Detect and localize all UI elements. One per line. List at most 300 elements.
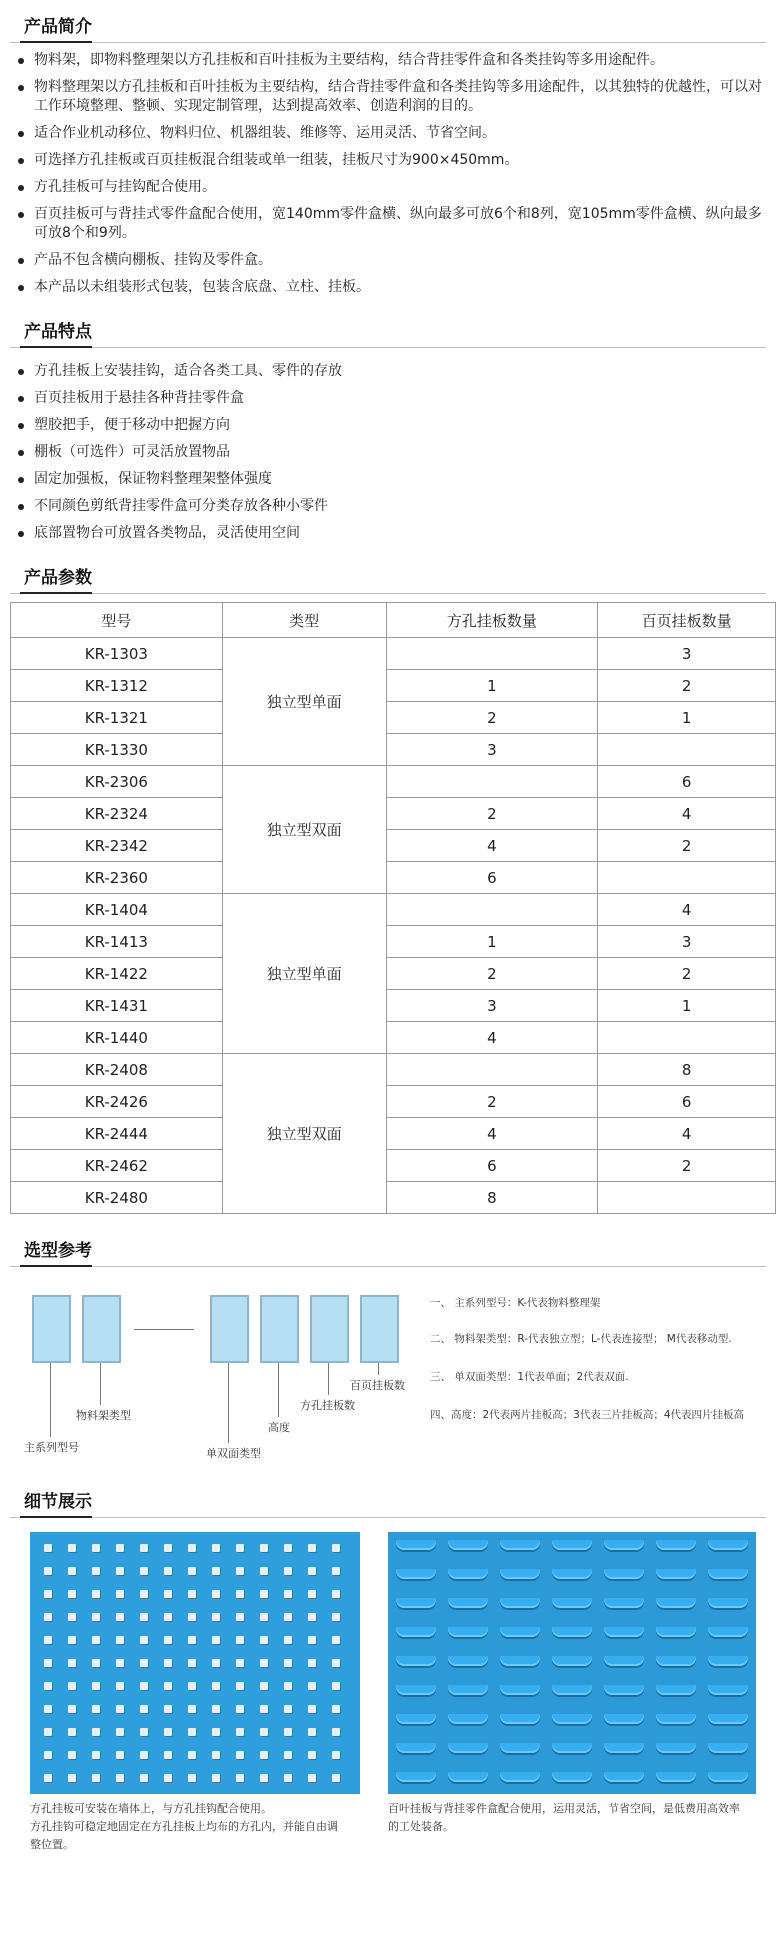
label-square-count: 方孔挂板数	[300, 1399, 355, 1412]
params-table	[10, 602, 776, 1214]
square-hole	[284, 1567, 292, 1575]
square-hole	[140, 1682, 148, 1690]
leader-louver	[378, 1363, 379, 1375]
louver-slot	[396, 1540, 436, 1550]
square-hole	[116, 1636, 124, 1644]
model-cell: KR-1330	[11, 734, 223, 766]
louver-slot	[448, 1714, 488, 1724]
square-hole	[332, 1728, 340, 1736]
square-hole	[140, 1774, 148, 1782]
model-cell: KR-1404	[11, 894, 223, 926]
model-cell: KR-2426	[11, 1086, 223, 1118]
louver-slot	[396, 1598, 436, 1608]
square-count-cell: 6	[386, 1150, 598, 1182]
model-cell: KR-2324	[11, 798, 223, 830]
louver-count-cell: 6	[598, 766, 776, 798]
louver-count-cell: 1	[598, 990, 776, 1022]
detail-section	[10, 1526, 766, 1856]
square-hole	[140, 1636, 148, 1644]
series-box-3	[210, 1295, 249, 1363]
louver-slot	[448, 1569, 488, 1579]
louver-count-cell: 1	[598, 702, 776, 734]
louver-slot	[656, 1598, 696, 1608]
square-hole	[260, 1659, 268, 1667]
louver-slot	[396, 1569, 436, 1579]
square-hole	[332, 1705, 340, 1713]
square-hole	[332, 1774, 340, 1782]
square-hole	[212, 1659, 220, 1667]
dash-line	[134, 1329, 194, 1330]
louver-slot	[656, 1569, 696, 1579]
square-hole	[44, 1751, 52, 1759]
louver-count-cell: 8	[598, 1054, 776, 1086]
louver-slot	[448, 1540, 488, 1550]
square-hole	[92, 1590, 100, 1598]
table-row	[11, 894, 776, 926]
square-hole	[284, 1728, 292, 1736]
louver-slot	[708, 1627, 748, 1637]
series-box-6	[360, 1295, 399, 1363]
model-cell: KR-1312	[11, 670, 223, 702]
square-hole	[332, 1544, 340, 1552]
square-hole	[164, 1751, 172, 1759]
square-hole	[188, 1682, 196, 1690]
square-count-cell: 3	[386, 990, 598, 1022]
model-cell: KR-1422	[11, 958, 223, 990]
intro-bullet: 物料整理架以方孔挂板和百叶挂板为主要结构，结合背挂零件盒和各类挂钩等多用途配件，以其独特的优越性，可以对工作环境整理、整顿、实现定制管理，达到提高效率、创造利润的目的。	[10, 78, 766, 116]
square-hole	[116, 1590, 124, 1598]
square-hole	[212, 1590, 220, 1598]
louver-slot	[604, 1598, 644, 1608]
params-title: 产品参数	[24, 568, 92, 588]
square-hole	[188, 1751, 196, 1759]
louver-slot	[656, 1656, 696, 1666]
square-hole	[260, 1728, 268, 1736]
square-hole	[140, 1705, 148, 1713]
label-height: 高度	[268, 1421, 290, 1434]
square-count-cell: 2	[386, 1086, 598, 1118]
louver-count-cell	[598, 734, 776, 766]
square-hole	[308, 1590, 316, 1598]
square-hole	[188, 1659, 196, 1667]
louver-slot	[500, 1685, 540, 1695]
square-hole	[308, 1682, 316, 1690]
square-count-cell: 6	[386, 862, 598, 894]
note-3: 三、 单双面类型：1代表单面；2代表双面.	[430, 1371, 629, 1383]
square-hole	[92, 1544, 100, 1552]
square-hole	[284, 1590, 292, 1598]
table-row	[11, 702, 776, 734]
table-row	[11, 958, 776, 990]
louver-slot	[500, 1772, 540, 1782]
square-count-cell: 1	[386, 670, 598, 702]
square-hole	[332, 1613, 340, 1621]
louver-count-cell: 2	[598, 958, 776, 990]
model-cell: KR-1413	[11, 926, 223, 958]
louver-slot	[500, 1569, 540, 1579]
louver-slot	[708, 1569, 748, 1579]
square-hole	[116, 1567, 124, 1575]
square-hole	[68, 1636, 76, 1644]
louver-slot	[656, 1685, 696, 1695]
caption-right-line2: 的工处装备。	[388, 1820, 454, 1833]
louver-slot	[604, 1569, 644, 1579]
square-count-cell	[386, 638, 598, 670]
square-hole	[140, 1567, 148, 1575]
square-hole	[260, 1774, 268, 1782]
louver-count-cell: 3	[598, 926, 776, 958]
features-list	[10, 362, 766, 543]
caption-right	[388, 1800, 740, 1836]
square-hole	[332, 1751, 340, 1759]
louver-slot	[604, 1714, 644, 1724]
square-hole	[140, 1613, 148, 1621]
leader-height	[278, 1363, 279, 1417]
louver-slot	[500, 1743, 540, 1753]
square-hole	[260, 1613, 268, 1621]
table-row	[11, 1022, 776, 1054]
square-hole	[284, 1774, 292, 1782]
square-hole	[212, 1567, 220, 1575]
square-hole	[164, 1567, 172, 1575]
square-hole	[140, 1728, 148, 1736]
louver-slot	[552, 1598, 592, 1608]
table-header-cell: 方孔挂板数量	[386, 603, 598, 638]
square-hole	[236, 1613, 244, 1621]
square-hole	[44, 1590, 52, 1598]
louver-slot	[396, 1627, 436, 1637]
table-row	[11, 862, 776, 894]
louver-slot	[552, 1569, 592, 1579]
table-row	[11, 638, 776, 670]
square-hole	[284, 1751, 292, 1759]
square-hole	[44, 1544, 52, 1552]
type-cell: 独立型单面	[222, 638, 386, 766]
square-hole	[92, 1751, 100, 1759]
louver-slot	[396, 1685, 436, 1695]
series-box-2	[82, 1295, 121, 1363]
louver-slot	[604, 1772, 644, 1782]
leader-type	[100, 1363, 101, 1405]
square-hole	[236, 1590, 244, 1598]
intro-list	[10, 51, 766, 297]
square-hole	[44, 1705, 52, 1713]
square-hole	[44, 1728, 52, 1736]
square-hole	[68, 1544, 76, 1552]
model-cell: KR-2360	[11, 862, 223, 894]
label-single-double: 单双面类型	[206, 1447, 261, 1460]
model-cell: KR-2408	[11, 1054, 223, 1086]
square-hole	[116, 1728, 124, 1736]
square-hole	[212, 1544, 220, 1552]
table-row	[11, 1150, 776, 1182]
table-row	[11, 990, 776, 1022]
square-hole	[68, 1728, 76, 1736]
square-hole	[164, 1774, 172, 1782]
louver-count-cell	[598, 1022, 776, 1054]
table-row	[11, 670, 776, 702]
square-hole	[284, 1705, 292, 1713]
caption-left	[30, 1800, 338, 1854]
louver-slot	[396, 1743, 436, 1753]
square-hole	[116, 1774, 124, 1782]
louver-slot	[396, 1656, 436, 1666]
square-count-cell: 3	[386, 734, 598, 766]
intro-section-title	[10, 0, 766, 43]
square-hole	[212, 1728, 220, 1736]
intro-bullet: 可选择方孔挂板或百页挂板混合组装或单一组装，挂板尺寸为900×450mm。	[10, 151, 766, 170]
square-hole	[236, 1636, 244, 1644]
square-hole	[188, 1590, 196, 1598]
louver-count-cell: 3	[598, 638, 776, 670]
square-count-cell: 2	[386, 958, 598, 990]
square-hole	[260, 1751, 268, 1759]
table-row	[11, 798, 776, 830]
detail-title: 细节展示	[24, 1492, 92, 1512]
square-hole	[212, 1613, 220, 1621]
square-count-cell	[386, 766, 598, 798]
note-1: 一、 主系列型号：K-代表物料整理架	[430, 1297, 601, 1309]
model-cell: KR-2480	[11, 1182, 223, 1214]
selection-section-title	[10, 1224, 766, 1267]
square-hole	[44, 1567, 52, 1575]
label-main-series: 主系列型号	[24, 1441, 79, 1454]
note-4: 四、高度：2代表两片挂板高；3代表三片挂板高；4代表四片挂板高	[430, 1409, 745, 1421]
intro-bullet: 物料架，即物料整理架以方孔挂板和百叶挂板为主要结构，结合背挂零件盒和各类挂钩等多用途配件。	[10, 51, 766, 70]
square-hole	[164, 1544, 172, 1552]
square-hole	[116, 1705, 124, 1713]
square-hole	[164, 1590, 172, 1598]
model-cell: KR-2444	[11, 1118, 223, 1150]
square-count-cell	[386, 1054, 598, 1086]
square-count-cell: 2	[386, 798, 598, 830]
square-hole	[92, 1682, 100, 1690]
square-hole	[68, 1567, 76, 1575]
square-hole	[308, 1567, 316, 1575]
square-hole	[284, 1659, 292, 1667]
table-header-row	[11, 603, 776, 638]
series-box-1	[32, 1295, 71, 1363]
intro-bullet: 产品不包含横向棚板、挂钩及零件盒。	[10, 251, 766, 270]
features-bullet: 百页挂板用于悬挂各种背挂零件盒	[10, 389, 766, 408]
features-bullet: 不同颜色剪纸背挂零件盒可分类存放各种小零件	[10, 497, 766, 516]
louver-slot	[656, 1540, 696, 1550]
square-hole	[308, 1659, 316, 1667]
louver-slot	[656, 1627, 696, 1637]
square-hole	[188, 1636, 196, 1644]
square-hole	[212, 1774, 220, 1782]
square-hole	[116, 1751, 124, 1759]
caption-left-line3: 整位置。	[30, 1838, 74, 1851]
square-hole	[116, 1613, 124, 1621]
square-hole	[284, 1613, 292, 1621]
square-hole	[68, 1774, 76, 1782]
square-hole	[164, 1728, 172, 1736]
square-hole	[140, 1659, 148, 1667]
square-hole	[236, 1682, 244, 1690]
square-hole	[44, 1774, 52, 1782]
louver-slot	[604, 1656, 644, 1666]
features-title: 产品特点	[24, 322, 92, 342]
square-count-cell	[386, 894, 598, 926]
table-row	[11, 734, 776, 766]
square-count-cell: 4	[386, 1022, 598, 1054]
louver-slot	[656, 1714, 696, 1724]
square-hole	[188, 1567, 196, 1575]
label-louver-count: 百页挂板数	[350, 1379, 405, 1392]
louver-slot	[604, 1627, 644, 1637]
square-hole	[92, 1774, 100, 1782]
leader-square	[328, 1363, 329, 1395]
louver-count-cell: 4	[598, 1118, 776, 1150]
square-hole	[68, 1613, 76, 1621]
series-box-4	[260, 1295, 299, 1363]
square-hole	[308, 1774, 316, 1782]
square-hole	[332, 1682, 340, 1690]
louver-slot	[552, 1627, 592, 1637]
square-count-cell: 2	[386, 702, 598, 734]
louver-slot	[500, 1714, 540, 1724]
square-hole-panel-image	[30, 1532, 360, 1794]
louver-slot	[448, 1627, 488, 1637]
features-bullet: 方孔挂板上安装挂钩，适合各类工具、零件的存放	[10, 362, 766, 381]
louver-slot	[448, 1685, 488, 1695]
square-hole	[68, 1751, 76, 1759]
square-hole	[284, 1544, 292, 1552]
square-count-cell: 4	[386, 1118, 598, 1150]
square-hole	[260, 1636, 268, 1644]
selection-title: 选型参考	[24, 1241, 92, 1261]
square-hole	[236, 1705, 244, 1713]
caption-left-line2: 方孔挂钩可稳定地固定在方孔挂板上均布的方孔内，并能自由调	[30, 1820, 338, 1833]
features-bullet: 棚板（可选件）可灵活放置物品	[10, 443, 766, 462]
square-hole	[188, 1613, 196, 1621]
square-hole	[44, 1659, 52, 1667]
louver-slot	[396, 1714, 436, 1724]
table-row	[11, 926, 776, 958]
square-hole	[92, 1705, 100, 1713]
louver-slot	[708, 1656, 748, 1666]
louver-slot	[656, 1743, 696, 1753]
square-hole	[44, 1682, 52, 1690]
table-row	[11, 1086, 776, 1118]
louver-count-cell	[598, 1182, 776, 1214]
louver-slot	[708, 1685, 748, 1695]
louver-slot	[552, 1772, 592, 1782]
square-hole	[140, 1544, 148, 1552]
square-count-cell: 1	[386, 926, 598, 958]
louver-slot	[604, 1743, 644, 1753]
intro-bullet: 本产品以未组装形式包装，包装含底盘、立柱、挂板。	[10, 278, 766, 297]
louver-slot	[500, 1656, 540, 1666]
model-cell: KR-1431	[11, 990, 223, 1022]
leader-main	[50, 1363, 51, 1437]
louver-slot	[448, 1743, 488, 1753]
square-hole	[212, 1705, 220, 1713]
square-hole	[308, 1544, 316, 1552]
square-hole	[308, 1728, 316, 1736]
louver-slot	[708, 1743, 748, 1753]
square-hole	[212, 1751, 220, 1759]
square-hole	[92, 1728, 100, 1736]
square-hole	[308, 1705, 316, 1713]
type-cell: 独立型双面	[222, 1054, 386, 1214]
square-hole	[164, 1659, 172, 1667]
features-section-title	[10, 305, 766, 348]
intro-bullet: 适合作业机动移位、物料归位、机器组装、维修等、运用灵活、节省空间。	[10, 124, 766, 143]
detail-section-title	[10, 1475, 766, 1518]
louver-slot	[708, 1714, 748, 1724]
table-header-cell: 型号	[11, 603, 223, 638]
note-2: 二、 物料架类型：R-代表独立型；L-代表连接型； M代表移动型.	[430, 1333, 732, 1345]
square-hole	[188, 1774, 196, 1782]
table-row	[11, 1054, 776, 1086]
square-hole	[140, 1751, 148, 1759]
square-hole	[116, 1659, 124, 1667]
louver-slot	[604, 1540, 644, 1550]
type-cell: 独立型单面	[222, 894, 386, 1054]
square-hole	[260, 1567, 268, 1575]
louver-count-cell: 2	[598, 830, 776, 862]
louver-slot	[708, 1540, 748, 1550]
square-hole	[308, 1636, 316, 1644]
caption-right-line1: 百叶挂板与背挂零件盒配合使用，运用灵活，节省空间，是低费用高效率	[388, 1802, 740, 1815]
square-hole	[164, 1682, 172, 1690]
louver-slot	[448, 1598, 488, 1608]
square-hole	[236, 1567, 244, 1575]
louver-slot	[656, 1772, 696, 1782]
square-hole	[260, 1682, 268, 1690]
square-hole	[284, 1636, 292, 1644]
square-hole	[332, 1590, 340, 1598]
intro-bullet: 方孔挂板可与挂钩配合使用。	[10, 178, 766, 197]
louver-count-cell: 6	[598, 1086, 776, 1118]
intro-title: 产品简介	[24, 17, 92, 37]
square-hole	[236, 1728, 244, 1736]
square-hole	[236, 1751, 244, 1759]
square-hole	[92, 1567, 100, 1575]
louver-slot	[500, 1627, 540, 1637]
series-box-5	[310, 1295, 349, 1363]
louver-slot	[552, 1743, 592, 1753]
square-hole	[68, 1659, 76, 1667]
features-bullet: 塑胶把手，便于移动中把握方向	[10, 416, 766, 435]
square-hole	[164, 1636, 172, 1644]
square-hole	[260, 1590, 268, 1598]
square-hole	[92, 1636, 100, 1644]
square-hole	[92, 1659, 100, 1667]
louver-slot	[708, 1772, 748, 1782]
square-hole	[212, 1682, 220, 1690]
features-bullet: 固定加强板，保证物料整理架整体强度	[10, 470, 766, 489]
caption-left-line1: 方孔挂板可安装在墙体上，与方孔挂钩配合使用。	[30, 1802, 272, 1815]
louver-slot	[552, 1540, 592, 1550]
louver-slot	[396, 1772, 436, 1782]
louver-count-cell: 2	[598, 1150, 776, 1182]
louver-count-cell: 2	[598, 670, 776, 702]
square-hole	[332, 1567, 340, 1575]
type-cell: 独立型双面	[222, 766, 386, 894]
square-hole	[236, 1659, 244, 1667]
model-cell: KR-2462	[11, 1150, 223, 1182]
table-row	[11, 766, 776, 798]
model-cell: KR-1303	[11, 638, 223, 670]
louver-slot	[448, 1772, 488, 1782]
louver-count-cell	[598, 862, 776, 894]
square-hole	[212, 1636, 220, 1644]
table-header-cell: 类型	[222, 603, 386, 638]
louver-slot	[552, 1685, 592, 1695]
